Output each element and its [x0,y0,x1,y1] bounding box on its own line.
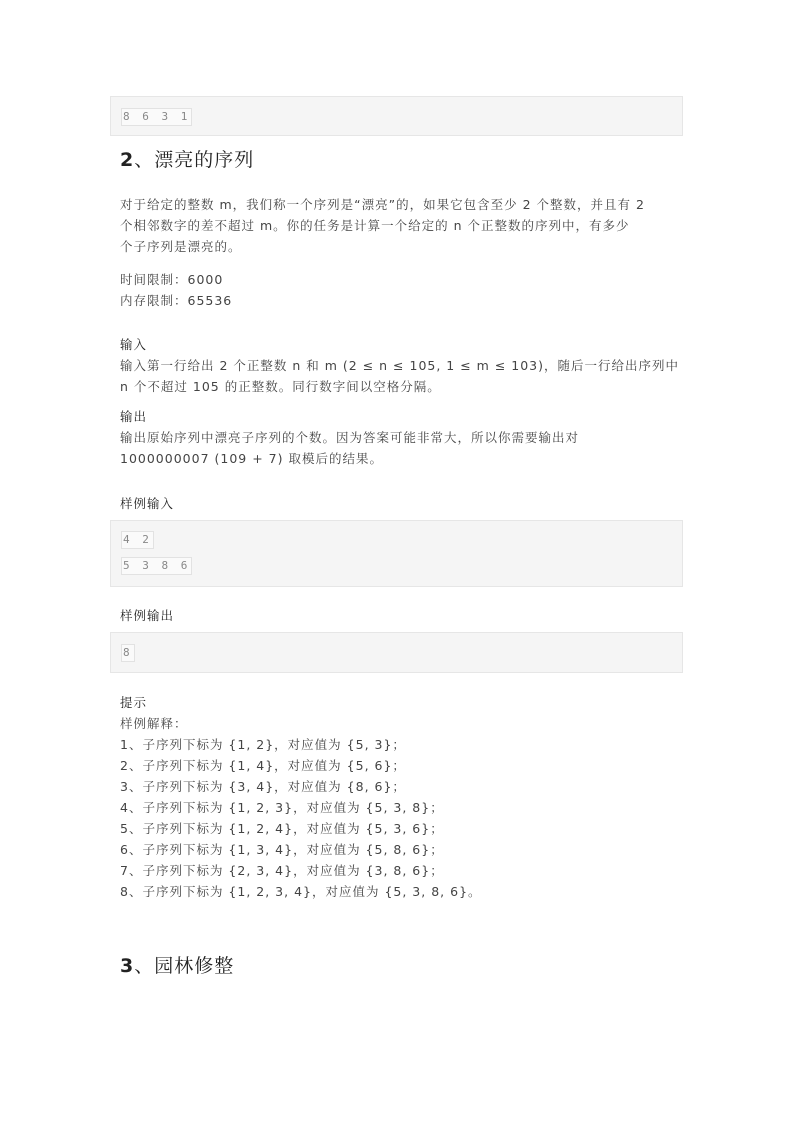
limits-block [120,269,232,311]
output-description [120,427,579,469]
hint-line: 6、子序列下标为 {1, 3, 4}，对应值为 {5, 8, 6}； [120,842,444,857]
hint-line: 3、子序列下标为 {3, 4}，对应值为 {8, 6}； [120,779,406,794]
section-number: 2 [120,149,135,171]
input-line: n 个不超过 105 的正整数。同行数字间以空格分隔。 [120,379,441,394]
input-description [120,355,679,397]
hint-line: 7、子序列下标为 {2, 3, 4}，对应值为 {3, 8, 6}； [120,863,444,878]
hint-line: 8、子序列下标为 {1, 2, 3, 4}，对应值为 {5, 3, 8, 6}。 [120,884,482,899]
sample-input-heading: 样例输入 [120,496,175,511]
sample-output-heading: 样例输出 [120,608,175,623]
section-title-text: 、园林修整 [134,955,235,977]
hint-line: 5、子序列下标为 {1, 2, 4}，对应值为 {5, 3, 6}； [120,821,444,836]
sample-input-code-box [110,520,683,587]
description-line: 个子序列是漂亮的。 [120,239,242,254]
hint-line: 1、子序列下标为 {1, 2}，对应值为 {5, 3}； [120,737,406,752]
code-line: 8 [121,644,135,662]
description-line: 个相邻数字的差不超过 m。你的任务是计算一个给定的 n 个正整数的序列中，有多少 [120,218,630,233]
hint-line: 样例解释： [120,716,188,731]
code-line: 5 3 8 6 [121,557,192,575]
code-line: 4 2 [121,531,154,549]
section-number: 3 [120,955,135,977]
input-heading: 输入 [120,337,148,352]
output-heading: 输出 [120,409,148,424]
input-line: 输入第一行给出 2 个正整数 n 和 m (2 ≤ n ≤ 105, 1 ≤ m ≤ 103)，随后一行给出序列中 [120,358,679,373]
sample-output-code-box [110,632,683,673]
output-line: 输出原始序列中漂亮子序列的个数。因为答案可能非常大，所以你需要输出对 [120,430,580,445]
section-title-text: 、漂亮的序列 [134,149,255,171]
hint-line: 2、子序列下标为 {1, 4}，对应值为 {5, 6}； [120,758,406,773]
hint-line: 4、子序列下标为 {1, 2, 3}，对应值为 {5, 3, 8}； [120,800,444,815]
description-line: 对于给定的整数 m，我们称一个序列是“漂亮”的，如果它包含至少 2 个整数，并且有 2 [120,197,645,212]
section-title [120,145,254,172]
hint-heading: 提示 [120,695,148,710]
output-line: 1000000007 (109 + 7) 取模后的结果。 [120,451,383,466]
time-limit: 时间限制：6000 [120,272,224,287]
previous-sample-code-box [110,96,683,136]
memory-limit: 内存限制：65536 [120,293,233,308]
hint-body [120,713,482,902]
code-line: 8 6 3 1 [121,108,192,126]
problem-description [120,194,645,257]
section-title [120,951,234,978]
